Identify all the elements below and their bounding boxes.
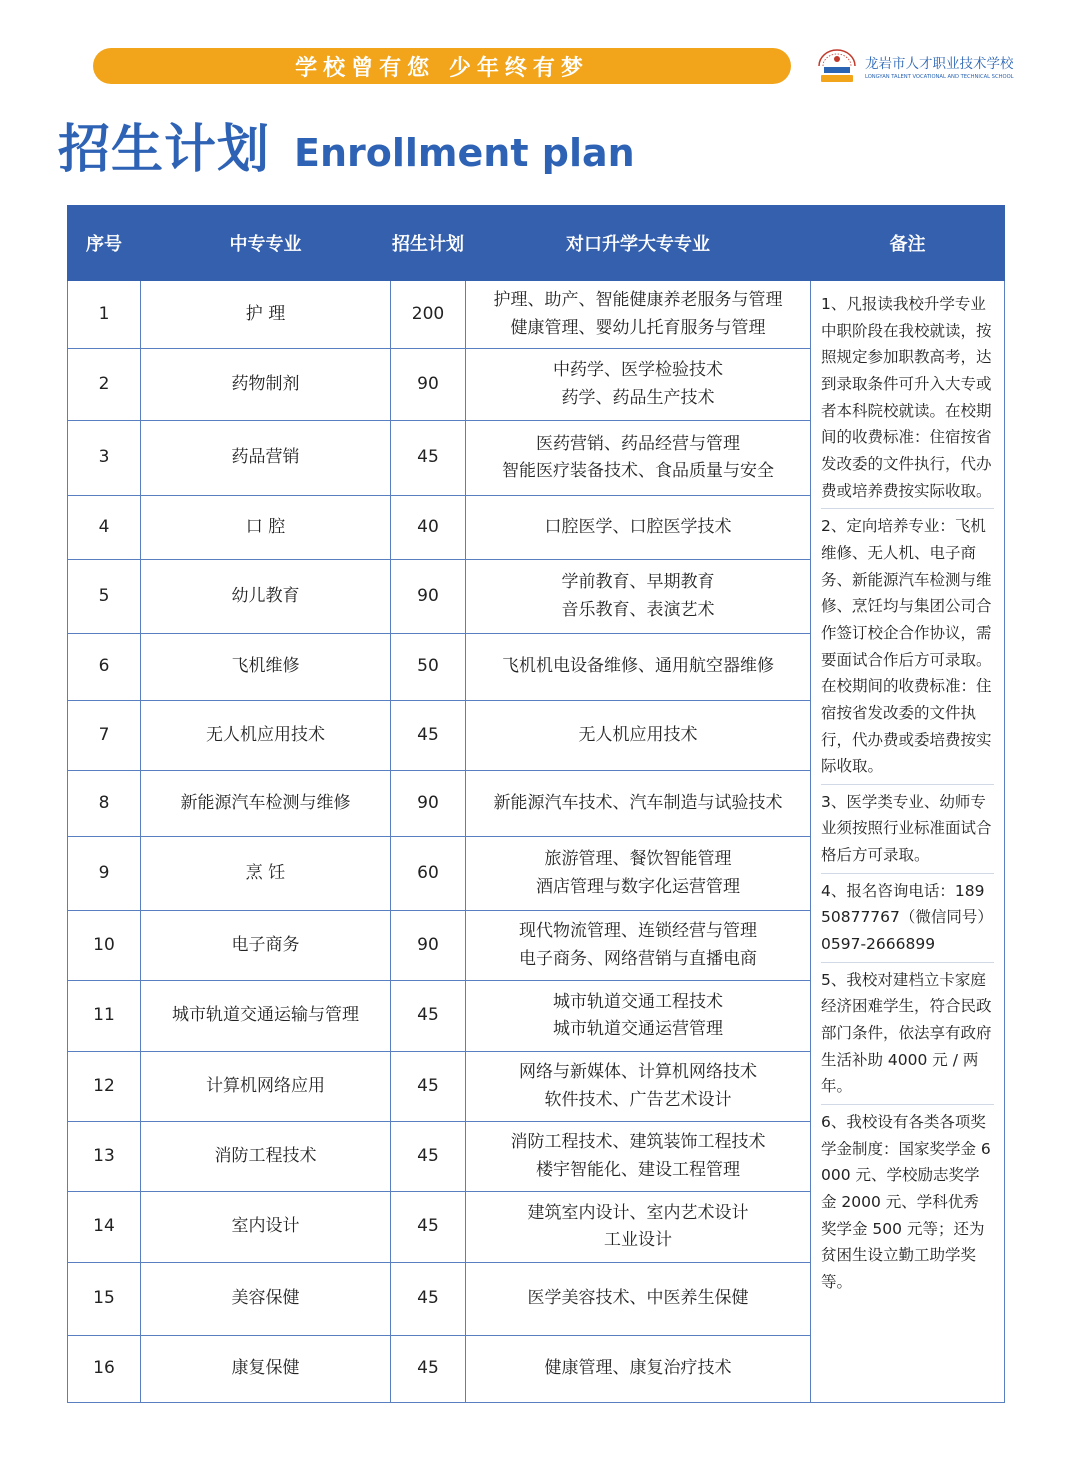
row-number: 15 [68,1263,141,1336]
row-number: 1 [68,281,141,349]
college-major-line: 中药学、医学检验技术 [553,360,723,381]
slogan-banner [93,48,791,84]
row-college-majors [466,1263,811,1336]
college-major-line: 建筑室内设计、室内艺术设计 [527,1202,749,1223]
header-remarks: 备注 [811,206,1005,281]
college-major-line: 药学、药品生产技术 [561,387,715,408]
row-college-majors [466,911,811,981]
row-plan: 90 [391,771,466,837]
row-college-majors [466,634,811,701]
college-major-line: 酒店管理与数字化运营管理 [536,876,740,897]
school-name-en: LONGYAN TALENT VOCATIONAL AND TECHNICAL SCHOOL [865,74,1014,80]
row-college-majors [466,1336,811,1403]
row-plan: 45 [391,1122,466,1192]
row-plan: 45 [391,701,466,771]
enrollment-table [67,205,1005,1403]
row-number: 4 [68,496,141,560]
row-number: 16 [68,1336,141,1403]
row-plan: 200 [391,281,466,349]
header-no: 序号 [68,206,141,281]
row-major: 烹 饪 [141,837,391,911]
row-number: 2 [68,349,141,421]
school-logo [815,44,1030,88]
row-college-majors [466,1122,811,1192]
row-major: 护 理 [141,281,391,349]
table-row [68,281,1005,349]
row-major: 城市轨道交通运输与管理 [141,981,391,1052]
college-major-line: 消防工程技术、建筑装饰工程技术 [510,1132,766,1153]
row-college-majors [466,1192,811,1263]
college-major-line: 新能源汽车技术、汽车制造与试验技术 [493,792,783,813]
remark-paragraph: 6、我校设有各类各项奖学金制度：国家奖学金 6000 元、学校励志奖学金 2000 元、学科优秀奖学金 500 元等；还为贫困生设立勤工助学奖等。 [821,1104,994,1296]
row-number: 12 [68,1052,141,1122]
row-plan: 90 [391,560,466,634]
row-major: 新能源汽车检测与维修 [141,771,391,837]
row-college-majors [466,1052,811,1122]
college-major-line: 健康管理、康复治疗技术 [544,1358,732,1379]
row-major: 药品营销 [141,421,391,496]
row-major: 室内设计 [141,1192,391,1263]
row-college-majors [466,560,811,634]
college-major-line: 音乐教育、表演艺术 [561,599,715,620]
row-major: 幼儿教育 [141,560,391,634]
college-major-line: 医药营销、药品经营与管理 [536,433,740,454]
row-major: 消防工程技术 [141,1122,391,1192]
page-title-en: Enrollment plan [294,131,635,175]
row-college-majors [466,349,811,421]
row-plan: 50 [391,634,466,701]
header-plan: 招生计划 [391,206,466,281]
row-plan: 45 [391,1336,466,1403]
row-number: 3 [68,421,141,496]
college-major-line: 网络与新媒体、计算机网络技术 [519,1062,757,1083]
row-number: 7 [68,701,141,771]
row-college-majors [466,771,811,837]
header-major: 中专专业 [141,206,391,281]
row-major: 计算机网络应用 [141,1052,391,1122]
row-plan: 40 [391,496,466,560]
college-major-line: 飞机机电设备维修、通用航空器维修 [502,656,774,677]
college-major-line: 工业设计 [604,1230,672,1250]
college-major-line: 旅游管理、餐饮智能管理 [544,849,732,870]
remarks-cell [811,281,1005,1403]
row-college-majors [466,421,811,496]
row-number: 5 [68,560,141,634]
row-college-majors [466,701,811,771]
row-plan: 45 [391,1052,466,1122]
remark-paragraph: 4、报名咨询电话：18950877767（微信同号）0597-2666899 [821,873,994,958]
row-major: 口 腔 [141,496,391,560]
row-number: 14 [68,1192,141,1263]
row-number: 13 [68,1122,141,1192]
college-major-line: 口腔医学、口腔医学技术 [544,516,732,537]
college-major-line: 城市轨道交通运营管理 [553,1019,723,1039]
school-emblem-icon [815,46,859,86]
row-number: 11 [68,981,141,1052]
page-title-cn: 招生计划 [58,120,271,180]
row-number: 6 [68,634,141,701]
college-major-line: 楼宇智能化、建设工程管理 [536,1159,740,1180]
college-major-line: 电子商务、网络营销与直播电商 [519,948,757,969]
row-college-majors [466,981,811,1052]
slogan-text: 学校曾有您 少年终有梦 [295,55,589,81]
row-number: 9 [68,837,141,911]
row-plan: 90 [391,911,466,981]
college-major-line: 健康管理、婴幼儿托育服务与管理 [510,317,766,338]
row-number: 10 [68,911,141,981]
remark-paragraph: 1、凡报读我校升学专业中职阶段在我校就读，按照规定参加职教高考，达到录取条件可升入大专或者本科院校就读。在校期间的收费标准：住宿按省发改委的文件执行，代办费或培养费按实际收取。 [821,295,992,500]
college-major-line: 医学美容技术、中医养生保健 [527,1288,749,1309]
row-plan: 60 [391,837,466,911]
row-plan: 45 [391,981,466,1052]
college-major-line: 智能医疗装备技术、食品质量与安全 [502,461,774,481]
row-plan: 45 [391,1192,466,1263]
row-college-majors [466,837,811,911]
row-major: 康复保健 [141,1336,391,1403]
college-major-line: 学前教育、早期教育 [561,572,715,593]
college-major-line: 城市轨道交通工程技术 [553,991,723,1012]
table-header-row [68,206,1005,281]
college-major-line: 现代物流管理、连锁经营与管理 [519,921,757,942]
row-major: 药物制剂 [141,349,391,421]
college-major-line: 护理、助产、智能健康养老服务与管理 [493,290,783,311]
remark-paragraph: 3、医学类专业、幼师专业须按照行业标准面试合格后方可录取。 [821,784,994,869]
school-name: 龙岩市人才职业技术学校 [865,56,1014,72]
row-major: 美容保健 [141,1263,391,1336]
row-major: 飞机维修 [141,634,391,701]
row-number: 8 [68,771,141,837]
college-major-line: 无人机应用技术 [578,724,698,745]
college-major-line: 软件技术、广告艺术设计 [544,1089,732,1110]
row-plan: 90 [391,349,466,421]
header-college: 对口升学大专专业 [466,206,811,281]
row-college-majors [466,281,811,349]
row-college-majors [466,496,811,560]
remark-paragraph: 5、我校对建档立卡家庭经济困难学生，符合民政部门条件，依法享有政府生活补助 4000 元 / 两年。 [821,962,994,1100]
row-plan: 45 [391,1263,466,1336]
row-plan: 45 [391,421,466,496]
row-major: 电子商务 [141,911,391,981]
remark-paragraph: 2、定向培养专业：飞机维修、无人机、电子商务、新能源汽车检测与维修、烹饪均与集团公司合作签订校企合作协议，需要面试合作后方可录取。在校期间的收费标准：住宿按省发改委的文件执行，代办费或委培费按实际收取。 [821,508,994,780]
page-title [58,112,635,180]
row-major: 无人机应用技术 [141,701,391,771]
